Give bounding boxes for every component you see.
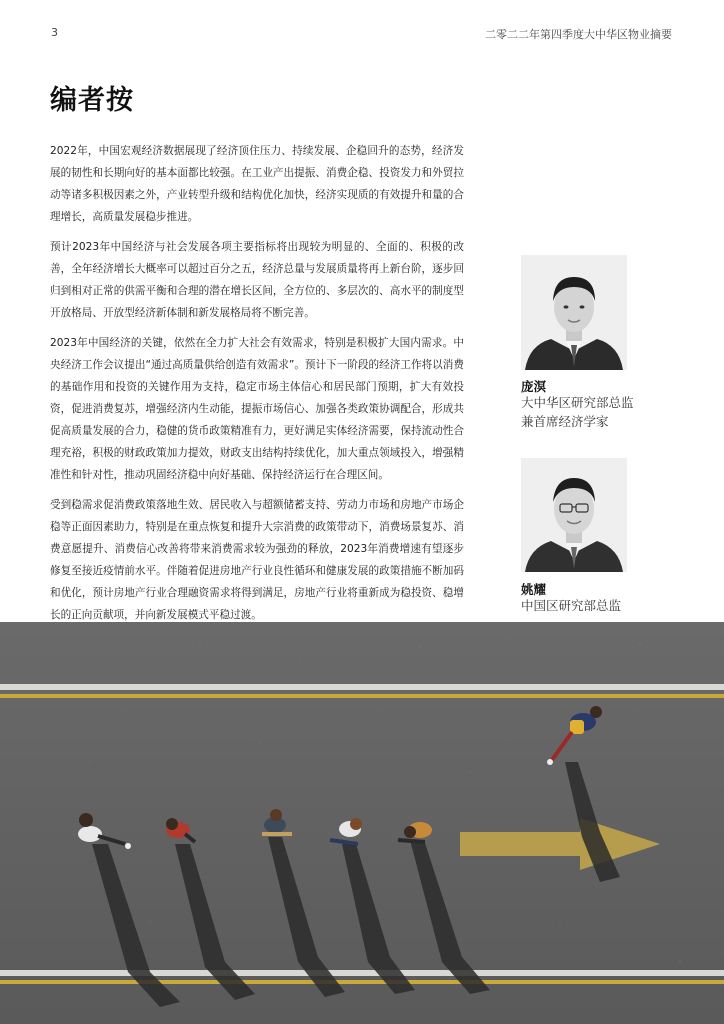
report-title: 二零二二年第四季度大中华区物业摘要 xyxy=(485,28,672,41)
paragraph-4: 受到稳需求促消费政策落地生效、居民收入与超额储蓄支持、劳动力市场和房地产市场企稳等正面因素助力，特别是在重点恢复和提升大宗消费的政策带动下，消费场景复苏、消费意愿提升、消费信心改善将带来消费需求较为强劲的释放，2023年消费增速有望逐步修复至接近疫情前水平。伴随着促进房地产行业良性循环和健康发展的政策措施不断加码和优化，预计房地产行业合理融资需求将得到满足，房地产行业将重新成为稳投资、稳增长的正向贡献项，并向新发展模式平稳过渡。 xyxy=(50,499,464,621)
paragraph-1: 2022年，中国宏观经济数据展现了经济顶住压力、持续发展、企稳回升的态势，经济发展的韧性和长期向好的基本面都比较强。在工业产出提振、消费企稳、投资发力和外贸拉动等诸多积极因素之外，产业转型升级和结构优化加快，经济实现质的有效提升和量的合理增长，高质量发展稳步推进。 xyxy=(50,145,464,223)
author-name-2: 姚耀 xyxy=(521,582,547,597)
author-title-2a: 中国区研究部总监 xyxy=(521,598,622,613)
author-title-1a: 大中华区研究部总监 xyxy=(521,395,634,410)
road-photo xyxy=(0,622,724,1024)
author-portrait-1 xyxy=(521,255,627,370)
page-number: 3 xyxy=(51,26,58,39)
author-portrait-2 xyxy=(521,458,627,572)
body-text xyxy=(50,140,464,634)
page-heading: 编者按 xyxy=(50,85,134,116)
paragraph-3: 2023年中国经济的关键，依然在全力扩大社会有效需求，特别是积极扩大国内需求。中央经济工作会议提出“通过高质量供给创造有效需求”。预计下一阶段的经济工作将以消费的基础作用和投资的关键作用为支持，稳定市场主体信心和居民部门预期，扩大有效投资，促进消费复苏，增强经济内生动能，提振市场信心、加强各类政策协调配合，形成共促高质量发展的合力，稳健的货币政策精准有力，更好满足实体经济需要，保持流动性合理充裕，积极的财政政策加力提效，财政支出结构持续优化，加大重点领域投入，增强精准性和针对性，推动巩固经济稳中向好基础、保持经济运行在合理区间。 xyxy=(50,337,464,481)
author-title-1b: 兼首席经济学家 xyxy=(521,414,609,429)
paragraph-2: 预计2023年中国经济与社会发展各项主要指标将出现较为明显的、全面的、积极的改善，全年经济增长大概率可以超过百分之五，经济总量与发展质量将再上新台阶，逐步回归到相对正常的供需平衡和合理的潜在增长区间，全方位的、多层次的、高水平的制度型开放格局、开放型经济新体制和新发展格局将不断完善。 xyxy=(50,241,464,319)
author-name-1: 庞溟 xyxy=(521,379,547,394)
